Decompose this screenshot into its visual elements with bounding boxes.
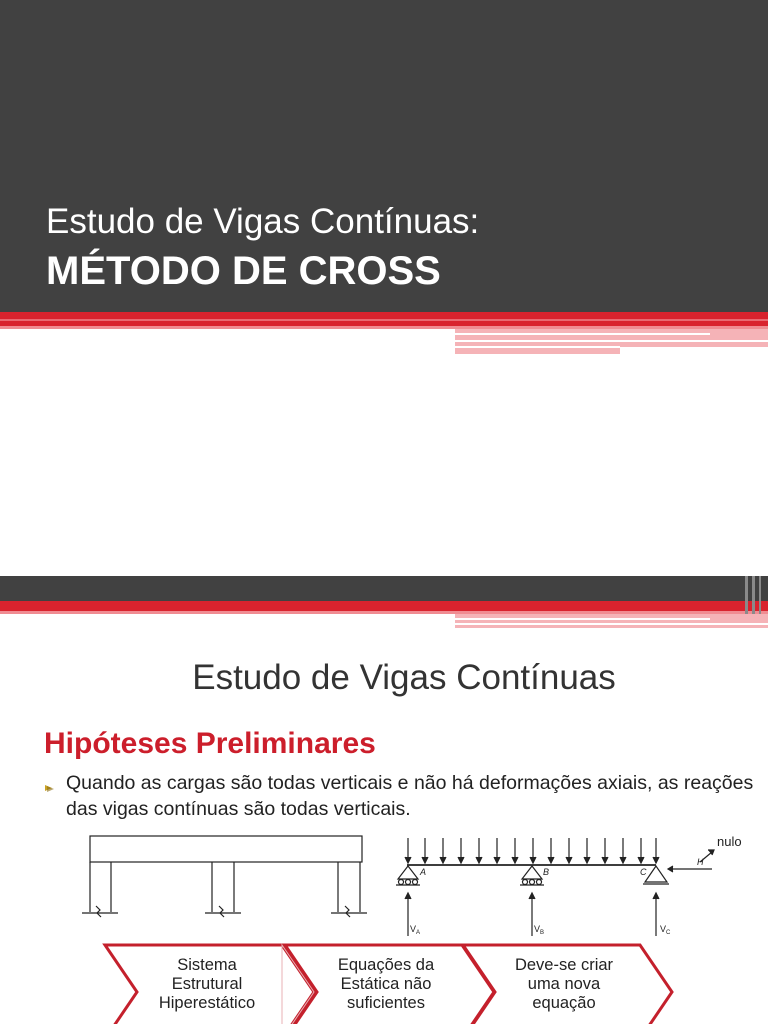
null-label: nulo [717,834,742,849]
support-label-c: C [640,867,647,877]
reaction-label-vc: $V_C$ [660,924,671,936]
slide-title-line1: Estudo de Vigas Contínuas: [46,202,480,241]
reaction-label-vb: $V_B$ [534,924,545,936]
section-heading: Hipóteses Preliminares [44,727,376,760]
horizontal-reaction-label: H [697,857,704,867]
flow-step-2-text: Equações da Estática não suficientes [337,956,435,1012]
flow-step-3-text: Deve-se criar uma nova equação [514,956,614,1012]
content-slide [0,576,768,1024]
slide-title-line2: MÉTODO DE CROSS [46,249,441,293]
support-label-b: B [543,867,550,877]
reaction-label-va: $V_A$ [410,924,421,936]
flow-step-1-text: Sistema Estrutural Hiperestático [158,956,256,1012]
bullet-text: Quando as cargas são todas verticais e não há deformações axiais, as reações das vigas contínuas são todas verticais. [66,772,754,820]
support-label-a: A [420,867,427,877]
slide-title: Estudo de Vigas Contínuas [192,658,616,697]
